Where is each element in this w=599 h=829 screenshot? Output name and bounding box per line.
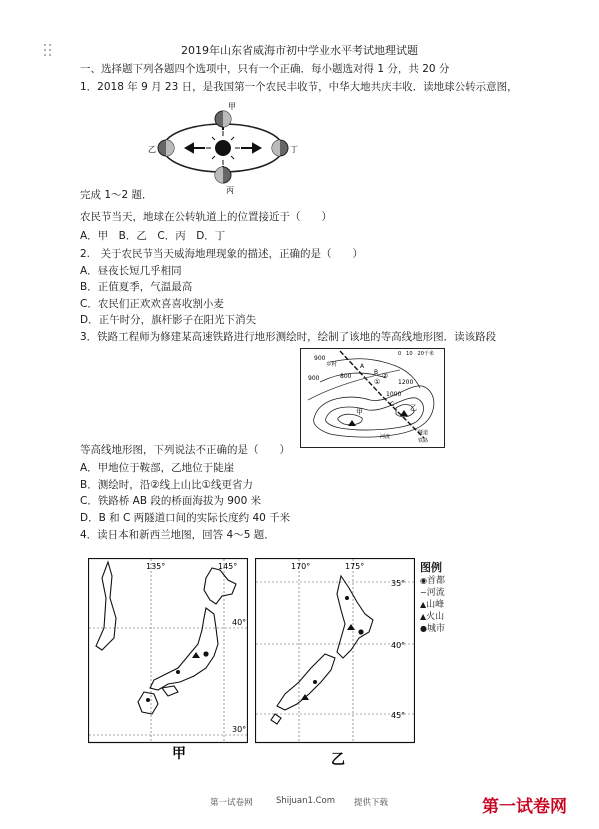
japan-map-figure	[88, 558, 248, 763]
svg-text:隧道: 隧道	[418, 430, 429, 436]
volcano-icon: ▲	[420, 612, 427, 621]
svg-text:B: B	[374, 369, 379, 376]
legend-item: ◉首都	[420, 576, 445, 586]
svg-text:乡村: 乡村	[326, 362, 338, 368]
svg-text:1200: 1200	[398, 379, 414, 386]
footer-site: 第一试卷网	[210, 798, 253, 808]
q3-continuation: 等高线地形图，下列说法不正确的是（ ）	[80, 444, 290, 456]
svg-text:甲: 甲	[356, 408, 363, 416]
svg-text:30°: 30°	[232, 725, 247, 734]
q3-option-a: A．甲地位于鞍部，乙地位于陡崖	[80, 462, 235, 474]
new-zealand-map-figure	[255, 558, 415, 768]
river-icon: ∼	[420, 588, 427, 597]
label-yi: 乙	[148, 145, 156, 154]
q2-option-c: C．农民们正欢欢喜喜收割小麦	[80, 298, 224, 310]
legend-item: ∼河流	[420, 588, 445, 598]
q3-option-b: B．测绘时，沿②线上山比①线更省力	[80, 479, 254, 491]
svg-text:900: 900	[308, 375, 320, 382]
q3-option-d: D．B 和 C 两隧道口间的实际长度约 40 千米	[80, 512, 291, 524]
q2-option-a: A．昼夜长短几乎相同	[80, 265, 182, 277]
q2-option-d: D．正午时分，旗杆影子在阳光下消失	[80, 314, 257, 326]
q1-sub-question: 农民节当天，地球在公转轨道上的位置接近于（ ）	[80, 211, 332, 223]
label-ding: 丁	[290, 145, 298, 154]
svg-text:40°: 40°	[391, 641, 406, 650]
q1-options: A．甲 B．乙 C．丙 D．丁	[80, 230, 226, 242]
map-legend	[420, 560, 480, 635]
q3-option-c: C．铁路桥 AB 段的桥面海拔为 900 米	[80, 495, 262, 507]
svg-text:①: ①	[374, 378, 381, 386]
nz-caption: 乙	[331, 752, 345, 768]
capital-icon: ◉	[420, 576, 427, 585]
svg-text:170°: 170°	[291, 562, 311, 571]
svg-text:河流: 河流	[380, 434, 391, 440]
svg-text:C: C	[390, 401, 395, 408]
svg-text:175°: 175°	[345, 562, 365, 571]
q3-stem: 3．铁路工程师为修建某高速铁路进行地形测绘时，绘制了该地的等高线地形图．读该路段	[80, 331, 497, 343]
svg-text:A: A	[360, 363, 365, 370]
svg-text:900: 900	[314, 355, 326, 362]
svg-text:铁路: 铁路	[418, 438, 429, 444]
legend-item: ●城市	[420, 624, 445, 634]
label-jia: 甲	[228, 102, 236, 111]
city-icon: ●	[420, 624, 427, 633]
svg-text:135°: 135°	[146, 562, 166, 571]
svg-text:40°: 40°	[232, 618, 247, 627]
label-bing: 丙	[226, 186, 234, 194]
q4-stem: 4．读日本和新西兰地图，回答 4～5 题．	[80, 529, 275, 541]
legend-item: ▲山峰	[420, 600, 445, 610]
svg-text:45°: 45°	[391, 711, 406, 720]
q1-stem: 1．2018 年 9 月 23 日，是我国第一个农民丰收节，中华大地共庆丰收．读地球公转示意图，	[80, 81, 518, 93]
svg-text:②: ②	[382, 372, 389, 380]
q1-complete: 完成 1～2 题．	[80, 189, 153, 201]
document-title: 2019年山东省威海市初中学业水平考试地理试题	[181, 44, 418, 57]
legend-item: ▲火山	[420, 612, 445, 622]
footer-download: 提供下载	[354, 798, 389, 808]
mountain-icon: ▲	[420, 600, 427, 609]
svg-text:145°: 145°	[218, 562, 238, 571]
earth-revolution-figure	[148, 102, 298, 194]
q2-stem: 2. 关于农民节当天威海地理现象的描述，正确的是（ ）	[80, 248, 364, 260]
legend-title: 图例	[420, 561, 442, 574]
svg-text:800: 800	[340, 373, 352, 380]
sun-icon	[215, 140, 231, 156]
q2-option-b: B．正值夏季，气温最高	[80, 281, 193, 293]
contour-map-figure	[300, 348, 445, 448]
footer-url[interactable]: Shijuan1.Com	[276, 796, 336, 806]
svg-text:1000: 1000	[386, 391, 402, 398]
svg-text:乙: 乙	[410, 404, 417, 412]
section-heading: 一、选择题下列各题四个选项中，只有一个正确．每小题选对得 1 分，共 20 分	[80, 63, 450, 75]
svg-text:35°: 35°	[391, 579, 406, 588]
svg-text:0 10 20千米: 0 10 20千米	[398, 351, 434, 357]
brand-logo: 第一试卷网	[482, 797, 567, 817]
japan-caption: 甲	[172, 746, 186, 762]
